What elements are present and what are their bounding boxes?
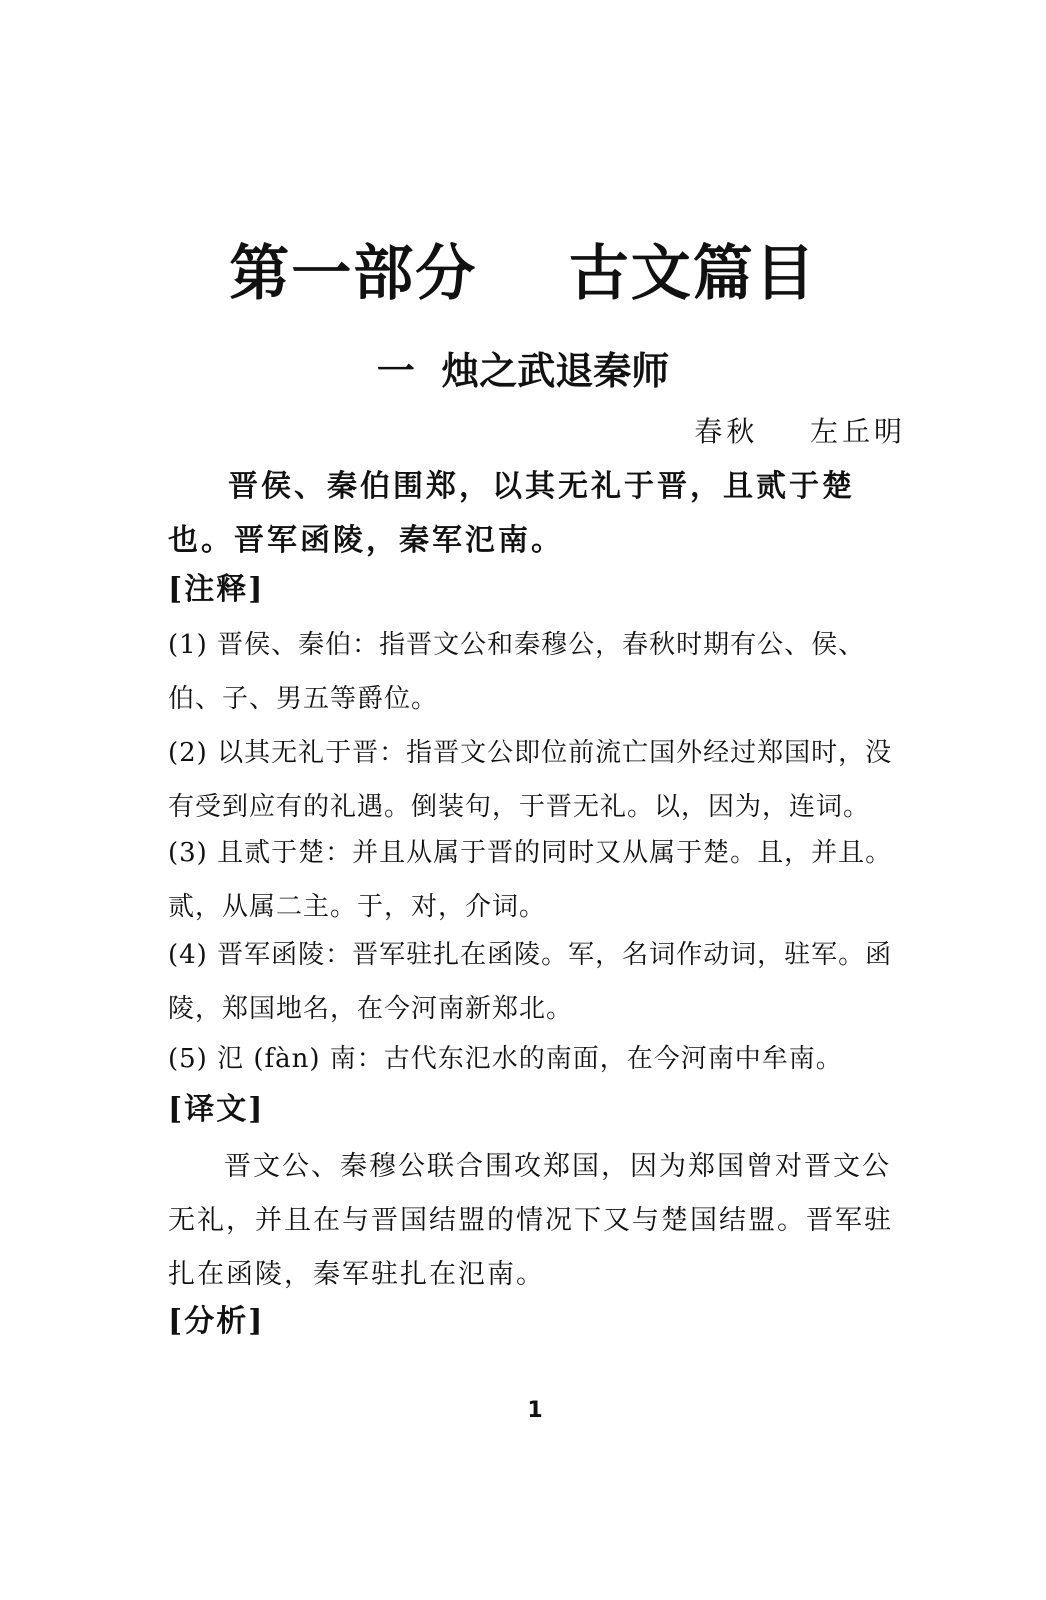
translation-text: 晋文公、秦穆公联合围攻郑国，因为郑国曾对晋文公无礼，并且在与晋国结盟的情况下又与楚国结盟。晋军驻扎在函陵，秦军驻扎在氾南。 [168,1151,893,1290]
annotation-item: (2) 以其无礼于晋：指晋文公即位前流亡国外经过郑国时，没有受到应有的礼遇。倒装句，于晋无礼。以，因为，连词。 [168,738,893,822]
annotation-item: (4) 晋军函陵：晋军驻扎在函陵。军，名词作动词，驻军。函陵，郑国地名，在今河南新郑北。 [168,940,893,1024]
annotation-item: (1) 晋侯、秦伯：指晋文公和秦穆公，春秋时期有公、侯、伯、子、男五等爵位。 [168,630,866,714]
analysis-heading: [分析] [168,1304,265,1339]
annotation-item: (5) 氾 (fàn) 南：古代东氾水的南面，在今河南中牟南。 [168,1044,843,1074]
page-number: 1 [527,1398,543,1423]
annotations-heading: [注释] [168,572,265,607]
author-line: 春秋 左丘明 [694,415,906,448]
original-text: 晋侯、秦伯围郑，以其无礼于晋，且贰于楚也。晋军函陵，秦军氾南。 [168,469,855,558]
chapter-title: 一 烛之武退秦师 [376,349,670,393]
translation-heading: [译文] [168,1092,265,1127]
part-title: 第一部分 古文篇目 [229,239,817,309]
annotation-item: (3) 且贰于楚：并且从属于晋的同时又从属于楚。且，并且。贰，从属二主。于，对，介词。 [168,838,893,922]
